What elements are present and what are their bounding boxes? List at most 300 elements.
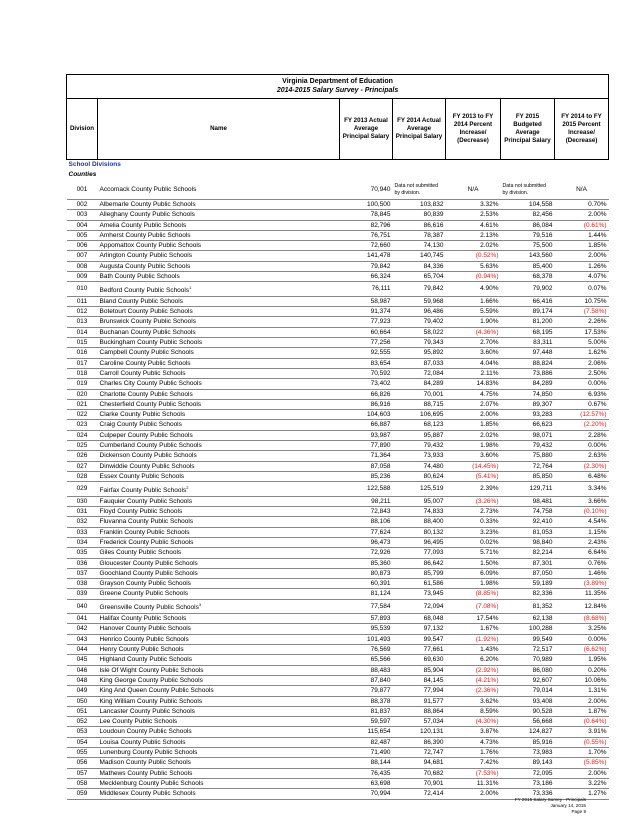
pct-13-14: 3.60%	[446, 451, 501, 461]
pct-14-15: (6.62%)	[555, 645, 609, 655]
table-row	[67, 706, 609, 716]
pct-14-15: 2.06%	[555, 358, 609, 368]
table-row	[67, 482, 609, 497]
fy15-salary: 93,283	[501, 410, 555, 420]
division-number: 048	[67, 675, 98, 685]
division-number: 045	[67, 655, 98, 665]
pct-14-15: 2.00%	[555, 251, 609, 261]
fy14-salary: 57,034	[393, 717, 446, 727]
fy15-salary: 98,840	[501, 537, 555, 547]
pct-13-14: 3.23%	[446, 527, 501, 537]
pct-13-14: 2.02%	[446, 430, 501, 440]
pct-13-14: 4.61%	[446, 220, 501, 230]
division-number: 051	[67, 706, 98, 716]
table-row	[67, 696, 609, 706]
fy13-salary: 60,664	[340, 327, 393, 337]
table-row	[67, 241, 609, 251]
fy13-salary: 73,402	[340, 379, 393, 389]
pct-14-15: (2.30%)	[555, 461, 609, 471]
fy14-salary: 96,495	[393, 537, 446, 547]
fy14-salary: 95,007	[393, 496, 446, 506]
pct-14-15: 1.26%	[555, 261, 609, 271]
fy13-salary: 77,584	[340, 599, 393, 614]
pct-13-14: 17.54%	[446, 614, 501, 624]
fy13-salary: 70,940	[340, 180, 393, 200]
division-name: Hanover County Public Schools	[98, 624, 340, 634]
table-row	[67, 451, 609, 461]
division-number: 004	[67, 220, 98, 230]
pct-14-15: (7.58%)	[555, 307, 609, 317]
table-row	[67, 727, 609, 737]
division-name: Buchanan County Public Schools	[98, 327, 340, 337]
pct-13-14: (4.36%)	[446, 327, 501, 337]
division-number: 009	[67, 272, 98, 282]
pct-13-14: 5.71%	[446, 548, 501, 558]
division-number: 026	[67, 451, 98, 461]
fy15-salary: 89,143	[501, 758, 555, 768]
pct-14-15: 2.00%	[555, 768, 609, 778]
fy14-salary: 80,624	[393, 471, 446, 481]
division-number: 042	[67, 624, 98, 634]
fy14-salary: 77,093	[393, 548, 446, 558]
fy13-salary: 85,360	[340, 558, 393, 568]
table-row	[67, 537, 609, 547]
division-number: 008	[67, 261, 98, 271]
pct-14-15: 0.07%	[555, 282, 609, 297]
fy15-salary: 56,668	[501, 717, 555, 727]
pct-14-15: 10.75%	[555, 296, 609, 306]
header-fy15: FY 2015 Budgeted Average Principal Salary	[501, 99, 555, 160]
table-row	[67, 614, 609, 624]
table-row	[67, 358, 609, 368]
pct-14-15: 1.31%	[555, 686, 609, 696]
fy15-salary: 90,528	[501, 706, 555, 716]
pct-13-14: 4.73%	[446, 737, 501, 747]
fy14-salary: 78,387	[393, 230, 446, 240]
fy14-salary: 95,892	[393, 348, 446, 358]
division-name: Middlesex County Public Schools	[98, 789, 340, 799]
header-pct-13-14: FY 2013 to FY 2014 Percent Increase/ (Decrease)	[446, 99, 501, 160]
division-name: Arlington County Public Schools	[98, 251, 340, 261]
division-number: 038	[67, 579, 98, 589]
pct-14-15: 0.00%	[555, 634, 609, 644]
fy15-salary: 87,301	[501, 558, 555, 568]
pct-13-14: (5.41%)	[446, 471, 501, 481]
pct-13-14: 1.90%	[446, 317, 501, 327]
fy14-salary: 74,833	[393, 507, 446, 517]
fy13-salary: 82,796	[340, 220, 393, 230]
fy14-salary: 72,747	[393, 748, 446, 758]
fy13-salary: 66,826	[340, 389, 393, 399]
pct-13-14: 1.50%	[446, 558, 501, 568]
pct-13-14: 0.02%	[446, 537, 501, 547]
table-row	[67, 717, 609, 727]
footer-page-number: Page 9	[571, 809, 586, 814]
fy15-salary: 92,607	[501, 675, 555, 685]
pct-14-15: 1.95%	[555, 655, 609, 665]
division-name: Bedford County Public Schools$^1$	[98, 282, 340, 297]
fy13-salary: 66,887	[340, 420, 393, 430]
fy13-salary: 98,211	[340, 496, 393, 506]
pct-13-14: 2.11%	[446, 368, 501, 378]
fy15-salary: 124,827	[501, 727, 555, 737]
fy14-salary: 86,616	[393, 220, 446, 230]
pct-14-15: 0.70%	[555, 200, 609, 210]
fy14-salary: 73,945	[393, 589, 446, 599]
fy13-salary: 60,391	[340, 579, 393, 589]
fy13-salary: 91,374	[340, 307, 393, 317]
division-number: 039	[67, 589, 98, 599]
pct-13-14: 5.59%	[446, 307, 501, 317]
fy13-salary: 100,500	[340, 200, 393, 210]
table-row	[67, 737, 609, 747]
fy14-salary: 68,123	[393, 420, 446, 430]
division-name: Bland County Public Schools	[98, 296, 340, 306]
table-body	[67, 180, 609, 799]
table-row	[67, 655, 609, 665]
fy13-salary: 79,877	[340, 686, 393, 696]
fy13-salary: 58,987	[340, 296, 393, 306]
division-number: 005	[67, 230, 98, 240]
division-name: Buckingham County Public Schools	[98, 338, 340, 348]
pct-14-15: 0.67%	[555, 399, 609, 409]
pct-14-15: N/A	[555, 180, 609, 200]
fy14-salary: 87,033	[393, 358, 446, 368]
table-row	[67, 261, 609, 271]
pct-14-15: 1.70%	[555, 748, 609, 758]
division-number: 001	[67, 180, 98, 200]
pct-14-15: 1.87%	[555, 706, 609, 716]
fy15-salary: 86,084	[501, 220, 555, 230]
pct-13-14: 2.00%	[446, 410, 501, 420]
pct-14-15: 0.76%	[555, 558, 609, 568]
section-label: School Divisions	[68, 161, 121, 168]
division-number: 007	[67, 251, 98, 261]
fy14-salary: 74,480	[393, 461, 446, 471]
pct-14-15: 1.62%	[555, 348, 609, 358]
division-name: Botetourt County Public Schools	[98, 307, 340, 317]
table-row	[67, 180, 609, 200]
pct-13-14: 2.53%	[446, 210, 501, 220]
table-row	[67, 272, 609, 282]
pct-13-14: 2.02%	[446, 241, 501, 251]
pct-13-14: (1.92%)	[446, 634, 501, 644]
pct-13-14: 8.59%	[446, 706, 501, 716]
fy15-salary: 93,408	[501, 696, 555, 706]
pct-13-14: 1.67%	[446, 624, 501, 634]
footnote-marker: 1	[189, 284, 192, 290]
fy15-salary: 98,071	[501, 430, 555, 440]
pct-14-15: 1.44%	[555, 230, 609, 240]
division-number: 014	[67, 327, 98, 337]
pct-13-14: 1.98%	[446, 441, 501, 451]
division-name: Isle Of Wight County Public Schools	[98, 665, 340, 675]
pct-14-15: 5.00%	[555, 338, 609, 348]
table-row	[67, 282, 609, 297]
fy14-salary: 80,132	[393, 527, 446, 537]
pct-13-14: (3.26%)	[446, 496, 501, 506]
fy13-salary: 83,654	[340, 358, 393, 368]
fy15-salary: 100,288	[501, 624, 555, 634]
table-row	[67, 778, 609, 788]
fy14-salary: 79,343	[393, 338, 446, 348]
pct-13-14: N/A	[446, 180, 501, 200]
header-fy13: FY 2013 Actual Average Principal Salary	[340, 99, 393, 160]
division-number: 019	[67, 379, 98, 389]
division-name: Louisa County Public Schools	[98, 737, 340, 747]
division-name: King William County Public Schools	[98, 696, 340, 706]
fy15-salary: 83,311	[501, 338, 555, 348]
pct-13-14: (4.21%)	[446, 675, 501, 685]
table-row	[67, 327, 609, 337]
fy13-salary: 76,569	[340, 645, 393, 655]
pct-13-14: 5.63%	[446, 261, 501, 271]
pct-13-14: (0.52%)	[446, 251, 501, 261]
division-number: 032	[67, 517, 98, 527]
fy13-salary: 76,751	[340, 230, 393, 240]
division-number: 040	[67, 599, 98, 614]
report-title: Virginia Department of Education	[67, 75, 609, 87]
fy15-salary: 79,516	[501, 230, 555, 240]
pct-14-15: 10.06%	[555, 675, 609, 685]
fy13-salary: 66,324	[340, 272, 393, 282]
pct-14-15: (8.68%)	[555, 614, 609, 624]
pct-13-14: 2.73%	[446, 507, 501, 517]
pct-14-15: 4.07%	[555, 272, 609, 282]
pct-13-14: (8.85%)	[446, 589, 501, 599]
fy15-salary: 68,195	[501, 327, 555, 337]
fy15-salary: 73,186	[501, 778, 555, 788]
table-row	[67, 296, 609, 306]
table-row	[67, 675, 609, 685]
fy15-salary: 72,095	[501, 768, 555, 778]
fy13-salary: 59,597	[340, 717, 393, 727]
division-name: Giles County Public Schools	[98, 548, 340, 558]
division-number: 017	[67, 358, 98, 368]
pct-14-15: 3.66%	[555, 496, 609, 506]
pct-14-15: (2.20%)	[555, 420, 609, 430]
division-number: 056	[67, 758, 98, 768]
pct-14-15: 4.54%	[555, 517, 609, 527]
pct-14-15: 2.28%	[555, 430, 609, 440]
division-number: 059	[67, 789, 98, 799]
fy14-salary: 70,001	[393, 389, 446, 399]
table-row	[67, 599, 609, 614]
table-row	[67, 220, 609, 230]
fy14-salary: 84,289	[393, 379, 446, 389]
pct-14-15: 1.46%	[555, 568, 609, 578]
division-name: Franklin County Public Schools	[98, 527, 340, 537]
division-name: Dickenson County Public Schools	[98, 451, 340, 461]
division-number: 028	[67, 471, 98, 481]
fy13-salary: 93,987	[340, 430, 393, 440]
fy15-salary: 85,850	[501, 471, 555, 481]
table-row	[67, 748, 609, 758]
fy15-salary: 98,481	[501, 496, 555, 506]
division-name: Madison County Public Schools	[98, 758, 340, 768]
pct-13-14: 6.20%	[446, 655, 501, 665]
fy14-salary: 80,839	[393, 210, 446, 220]
fy15-salary: 74,850	[501, 389, 555, 399]
page-footer	[515, 797, 586, 815]
fy13-salary: 82,487	[340, 737, 393, 747]
fy13-salary: 87,058	[340, 461, 393, 471]
fy15-salary: 99,549	[501, 634, 555, 644]
fy13-salary: 77,890	[340, 441, 393, 451]
fy15-salary: 81,200	[501, 317, 555, 327]
division-name: Amherst County Public Schools	[98, 230, 340, 240]
fy14-salary: 94,681	[393, 758, 446, 768]
division-number: 029	[67, 482, 98, 497]
division-name: Charlotte County Public Schools	[98, 389, 340, 399]
fy14-salary: 96,486	[393, 307, 446, 317]
pct-13-14: 1.98%	[446, 579, 501, 589]
fy13-salary: 122,588	[340, 482, 393, 497]
column-headers	[67, 99, 609, 160]
pct-13-14: 3.87%	[446, 727, 501, 737]
fy13-salary: 95,539	[340, 624, 393, 634]
pct-14-15: 6.64%	[555, 548, 609, 558]
pct-13-14: 0.33%	[446, 517, 501, 527]
division-number: 012	[67, 307, 98, 317]
division-name: Essex County Public Schools	[98, 471, 340, 481]
fy15-salary: 104,558	[501, 200, 555, 210]
pct-14-15: (12.57%)	[555, 410, 609, 420]
division-name: Carroll County Public Schools	[98, 368, 340, 378]
division-number: 037	[67, 568, 98, 578]
table-row	[67, 410, 609, 420]
fy14-salary: 69,630	[393, 655, 446, 665]
fy14-salary: 74,130	[393, 241, 446, 251]
fy15-salary: 72,517	[501, 645, 555, 655]
pct-13-14: 1.43%	[446, 645, 501, 655]
fy13-salary: 71,490	[340, 748, 393, 758]
fy13-salary: 96,473	[340, 537, 393, 547]
fy15-salary: 73,336	[501, 789, 555, 799]
header-fy14: FY 2014 Actual Average Principal Salary	[393, 99, 446, 160]
division-number: 018	[67, 368, 98, 378]
fy15-salary: 66,623	[501, 420, 555, 430]
division-name: Fluvanna County Public Schools	[98, 517, 340, 527]
division-name: Caroline County Public Schools	[98, 358, 340, 368]
table-row	[67, 441, 609, 451]
fy13-salary: 70,994	[340, 789, 393, 799]
fy15-salary: 89,307	[501, 399, 555, 409]
division-name: Albemarle County Public Schools	[98, 200, 340, 210]
footnote-marker: 3	[198, 602, 202, 608]
pct-14-15: 3.34%	[555, 482, 609, 497]
table-row	[67, 517, 609, 527]
fy15-salary: 82,456	[501, 210, 555, 220]
header-division: Division	[67, 99, 98, 160]
table-row	[67, 768, 609, 778]
fy15-salary: 74,758	[501, 507, 555, 517]
fy13-salary: 101,493	[340, 634, 393, 644]
fy15-salary: 97,448	[501, 348, 555, 358]
pct-13-14: 1.76%	[446, 748, 501, 758]
fy13-salary: 141,478	[340, 251, 393, 261]
fy13-salary: 104,603	[340, 410, 393, 420]
fy13-salary: 80,873	[340, 568, 393, 578]
fy14-salary: 72,094	[393, 599, 446, 614]
fy15-salary: 84,289	[501, 379, 555, 389]
fy14-salary: 140,745	[393, 251, 446, 261]
fy13-salary: 81,124	[340, 589, 393, 599]
pct-14-15: 0.20%	[555, 665, 609, 675]
fy14-salary: 72,084	[393, 368, 446, 378]
fy13-salary: 87,840	[340, 675, 393, 685]
table-row	[67, 200, 609, 210]
division-number: 020	[67, 389, 98, 399]
division-number: 022	[67, 410, 98, 420]
division-number: 013	[67, 317, 98, 327]
division-name: Brunswick County Public Schools	[98, 317, 340, 327]
fy13-salary: 72,843	[340, 507, 393, 517]
fy14-salary: 91,577	[393, 696, 446, 706]
fy15-salary: Data not submitted by division.	[501, 180, 555, 200]
fy14-salary: 120,131	[393, 727, 446, 737]
pct-14-15: 2.00%	[555, 210, 609, 220]
fy14-salary: 106,695	[393, 410, 446, 420]
fy15-salary: 79,902	[501, 282, 555, 297]
pct-14-15: 1.27%	[555, 789, 609, 799]
division-name: Greensville County Public Schools$^3$	[98, 599, 340, 614]
fy13-salary: 81,837	[340, 706, 393, 716]
table-row	[67, 527, 609, 537]
table-row	[67, 430, 609, 440]
fy13-salary: 88,483	[340, 665, 393, 675]
pct-14-15: (0.61%)	[555, 220, 609, 230]
division-number: 003	[67, 210, 98, 220]
pct-14-15: 0.00%	[555, 379, 609, 389]
pct-14-15: (0.64%)	[555, 717, 609, 727]
division-name: Bath County Public Schools	[98, 272, 340, 282]
division-number: 058	[67, 778, 98, 788]
fy14-salary: 97,132	[393, 624, 446, 634]
table-row	[67, 496, 609, 506]
division-name: King George County Public Schools	[98, 675, 340, 685]
fy14-salary: 85,799	[393, 568, 446, 578]
pct-13-14: (7.08%)	[446, 599, 501, 614]
division-name: Lee County Public Schools	[98, 717, 340, 727]
division-name: Amelia County Public Schools	[98, 220, 340, 230]
division-name: Augusta County Public Schools	[98, 261, 340, 271]
fy14-salary: 88,400	[393, 517, 446, 527]
table-row	[67, 461, 609, 471]
table-row	[67, 338, 609, 348]
division-name: Mathews County Public Schools	[98, 768, 340, 778]
pct-13-14: (14.45%)	[446, 461, 501, 471]
pct-14-15: (3.89%)	[555, 579, 609, 589]
pct-14-15: 3.25%	[555, 624, 609, 634]
fy13-salary: 72,926	[340, 548, 393, 558]
fy13-salary: 88,144	[340, 758, 393, 768]
fy14-salary: 103,832	[393, 200, 446, 210]
fy13-salary: 72,660	[340, 241, 393, 251]
pct-14-15: 17.53%	[555, 327, 609, 337]
fy14-salary: 79,402	[393, 317, 446, 327]
division-name: Lancaster County Public Schools	[98, 706, 340, 716]
division-number: 046	[67, 665, 98, 675]
table-row	[67, 348, 609, 358]
division-number: 011	[67, 296, 98, 306]
division-name: Accomack County Public Schools	[98, 180, 340, 200]
fy13-salary: 88,106	[340, 517, 393, 527]
pct-14-15: 2.63%	[555, 451, 609, 461]
table-row	[67, 251, 609, 261]
pct-13-14: 4.75%	[446, 389, 501, 399]
division-number: 016	[67, 348, 98, 358]
